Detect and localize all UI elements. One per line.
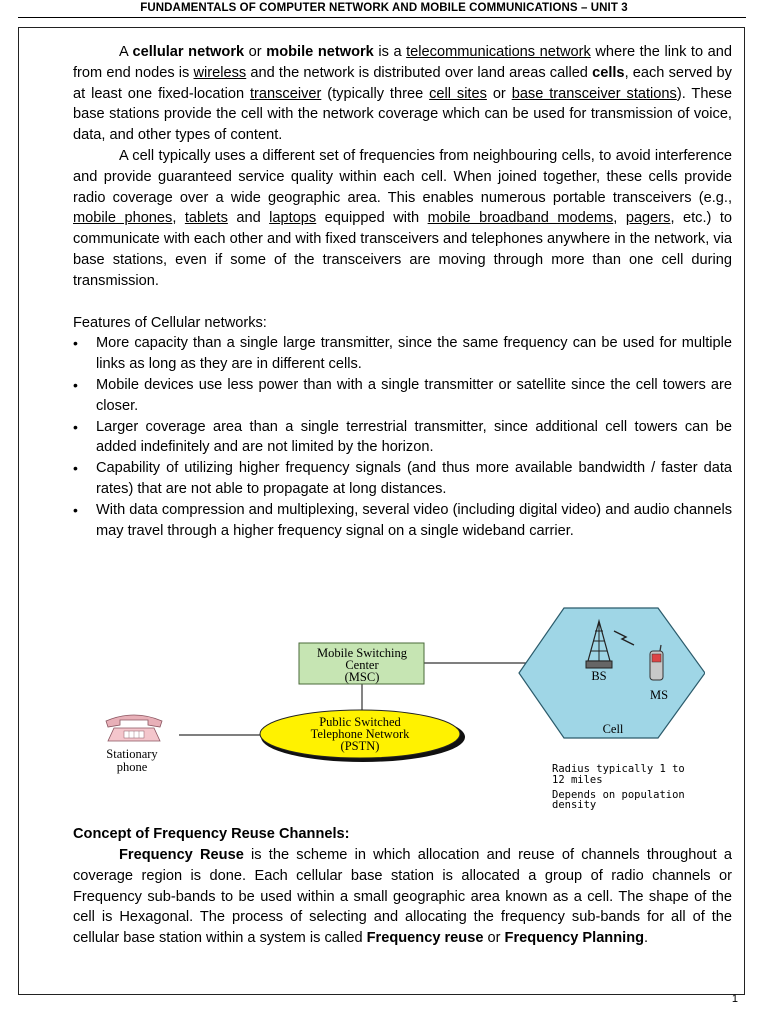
- text: ). These base stations provide the cell with the network coverage which can be used for transmission of voice, data, and other types of content.: [73, 85, 732, 144]
- features-list: [73, 333, 732, 541]
- list-item: • Capability of utilizing higher frequency signals (and thus more available bandwidth / faster data rates) that are not able to propagate at long distances.: [73, 458, 732, 500]
- header-rule: [18, 17, 746, 18]
- text: is a: [373, 44, 407, 60]
- cell-label: Cell: [602, 722, 624, 736]
- page-header: FUNDAMENTALS OF COMPUTER NETWORK AND MOBILE COMMUNICATIONS – UNIT 3: [140, 2, 628, 14]
- text: or: [244, 44, 267, 60]
- frequency-reuse-paragraph: [73, 845, 732, 949]
- ms-label: MS: [649, 688, 669, 702]
- list-item: • Mobile devices use less power than with a single transmitter or satellite since the cell towers are closer.: [73, 375, 732, 417]
- list-item: • Larger coverage area than a single terrestrial transmitter, since additional cell towers can be added indefinitely and are not limited by the horizon.: [73, 417, 732, 459]
- text: (typically three: [321, 85, 430, 102]
- link-base-transceiver-stations[interactable]: base transceiver stations: [511, 85, 677, 102]
- telephone-icon: [106, 715, 162, 741]
- link-mobile-phones[interactable]: mobile phones: [73, 210, 173, 227]
- link-tablets[interactable]: tablets: [184, 210, 228, 227]
- text: equipped with: [316, 210, 428, 227]
- list-item: • With data compression and multiplexing, several video (including digital video) and audio channels may travel through a higher frequency signal on a single wideband carrier.: [73, 500, 732, 542]
- pstn-label: Public Switched: [319, 715, 401, 729]
- page-number: 1: [731, 993, 738, 1005]
- msc-label: Center: [345, 658, 379, 672]
- link-telecommunications-network[interactable]: telecommunications network: [406, 44, 591, 60]
- text: is the scheme in which allocation and reuse of channels throughout a coverage region is done. Each cellular base station is allocated a group of radio channels or Frequency sub-bands to be used within a small geographic area known as a cell. The shape of the cell is Hexagonal. The process of selecting and allocating the frequency sub-bands for all of the cellular base station within a system is called: [73, 847, 732, 947]
- intro-paragraph-2: [73, 146, 732, 292]
- phone-label: Stationary: [106, 747, 158, 761]
- link-transceiver[interactable]: transceiver: [249, 85, 322, 102]
- density-note: density: [552, 799, 597, 811]
- cellular-network-diagram: [94, 607, 705, 814]
- bold-term: mobile network: [266, 44, 374, 60]
- features-heading: Features of Cellular networks:: [73, 314, 267, 331]
- pstn-label: Telephone Network: [310, 727, 410, 741]
- frequency-reuse-heading: Concept of Frequency Reuse Channels:: [73, 826, 350, 842]
- text: and the network is distributed over land areas called: [246, 64, 593, 81]
- text: ,: [613, 210, 626, 227]
- intro-paragraph-1: [73, 42, 732, 146]
- text: or: [486, 85, 512, 102]
- text: ,: [172, 210, 185, 227]
- text: , etc.) to communicate with each other and with fixed transceivers and telephones anywhere in the network, via base stations, even if some of the transceivers are moving through more than one cell during transmission.: [73, 210, 732, 289]
- radius-note: 12 miles: [552, 774, 603, 786]
- bold-term: Frequency Reuse: [119, 847, 244, 863]
- bold-term: Frequency reuse: [366, 930, 484, 947]
- bold-term: cells: [592, 64, 625, 81]
- link-cell-sites[interactable]: cell sites: [429, 85, 487, 102]
- cell-hexagon: [519, 608, 705, 738]
- radius-note: Radius typically 1 to: [552, 763, 685, 775]
- pstn-label: (PSTN): [340, 739, 380, 753]
- frequency-reuse-section: [73, 845, 732, 949]
- link-wireless[interactable]: wireless: [193, 64, 247, 81]
- link-mobile-broadband-modems[interactable]: mobile broadband modems: [427, 210, 614, 227]
- main-content: [73, 42, 732, 541]
- text: A cell typically uses a different set of frequencies from neighbouring cells, to avoid interference and provide guaranteed service quality within each cell. When joined together, these cells provide radio coverage over a wide geographic area. This enables numerous portable transceivers (e.g.,: [73, 147, 732, 206]
- phone-label: phone: [116, 760, 148, 774]
- link-pagers[interactable]: pagers: [625, 210, 671, 227]
- text: or: [483, 930, 505, 947]
- text: , each served by at least one fixed-location: [73, 64, 732, 102]
- bold-term: cellular network: [132, 44, 245, 60]
- link-laptops[interactable]: laptops: [269, 210, 317, 227]
- text: where the link to and from end nodes is: [73, 44, 733, 81]
- text: A: [119, 44, 133, 60]
- density-note: Depends on population: [552, 789, 685, 801]
- list-item: • More capacity than a single large transmitter, since the same frequency can be used for multiple links as long as they are in different cells.: [73, 333, 732, 375]
- text: .: [644, 930, 649, 947]
- text: and: [227, 210, 270, 227]
- bs-label: BS: [591, 669, 607, 683]
- msc-label: (MSC): [344, 670, 380, 684]
- bold-term: Frequency Planning: [504, 930, 645, 947]
- msc-label: Mobile Switching: [317, 646, 407, 660]
